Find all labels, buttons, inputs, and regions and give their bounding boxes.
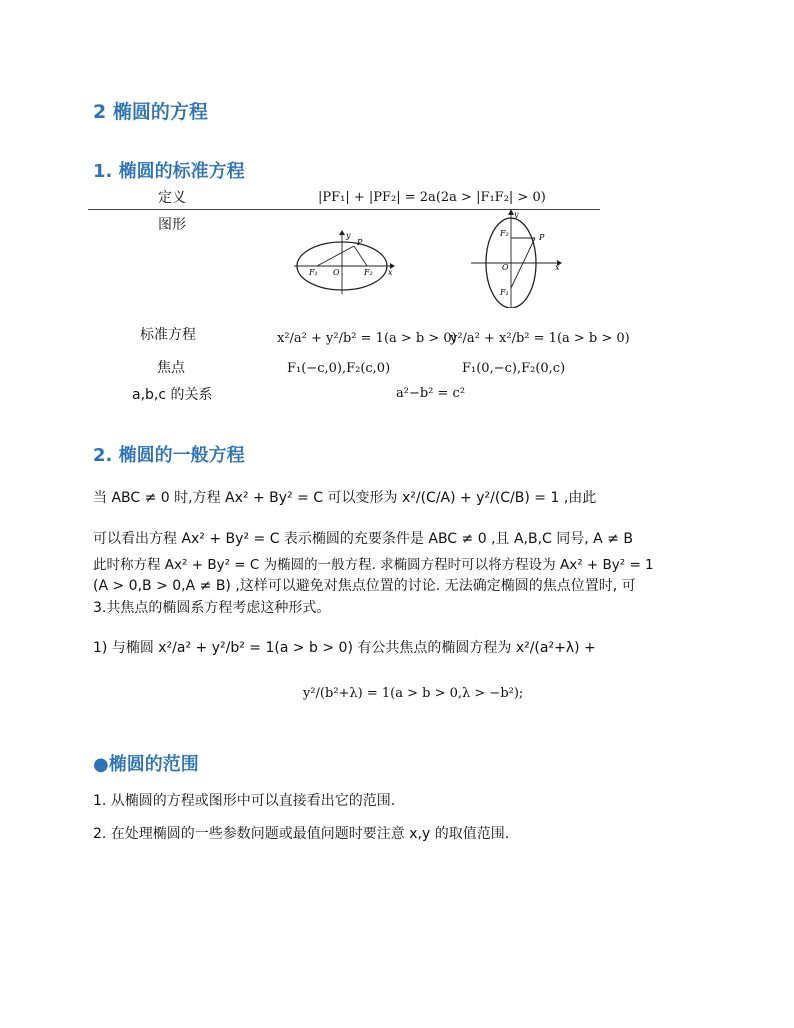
general-equation-line-3: 此时称方程 Ax² + By² = C 为椭圆的一般方程. 求椭圆方程时可以将方程设为 Ax² + By² = 1 (93, 557, 654, 573)
abc-relation-formula: a²−b² = c² (396, 386, 466, 401)
confocal-item-1-continued: y²/(b²+λ) = 1(a > b > 0,λ > −b²); (303, 686, 524, 701)
vertical-focus2-label: F₂ (500, 229, 509, 238)
confocal-item-1: 1) 与椭圆 x²/a² + y²/b² = 1(a > b > 0) 有公共焦点的椭圆方程为 x²/(a²+λ) + (93, 640, 596, 656)
standard-equation-vertical: y²/a² + x²/b² = 1(a > b > 0) (450, 331, 630, 346)
focus-horizontal: F₁(−c,0),F₂(c,0) (287, 361, 391, 376)
section-heading-range: ●椭圆的范围 (93, 754, 199, 775)
horizontal-ellipse-figure (290, 228, 400, 298)
general-equation-line-2: 可以看出方程 Ax² + By² = C 表示椭圆的充要条件是 ABC ≠ 0 ,且 A,B,C 同号, A ≠ B (93, 531, 633, 547)
range-paragraph-2: 2. 在处理椭圆的一些参数问题或最值问题时要注意 x,y 的取值范围. (93, 826, 510, 842)
vertical-ellipse-figure (465, 208, 565, 308)
horizontal-focus1-label: F₁ (309, 268, 318, 277)
definition-formula: |PF₁| + |PF₂| = 2a(2a > |F₁F₂| > 0) (318, 190, 546, 205)
horizontal-x-label: x (388, 268, 393, 277)
general-equation-line-4: (A > 0,B > 0,A ≠ B) ,这样可以避免对焦点位置的讨论. 无法确定椭圆的焦点位置时, 可 (93, 578, 636, 594)
general-equation-line-1: 当 ABC ≠ 0 时,方程 Ax² + By² = C 可以变形为 x²/(C/A) + y²/(C/B) = 1 ,由此 (93, 490, 597, 506)
horizontal-focus2-label: F₂ (364, 268, 373, 277)
table-label-figure: 图形 (158, 217, 186, 233)
table-label-relation: a,b,c 的关系 (132, 387, 213, 403)
horizontal-origin-label: O (333, 268, 340, 277)
table-label-focus: 焦点 (157, 360, 185, 376)
table-label-definition: 定义 (158, 190, 186, 206)
page-title: 2 椭圆的方程 (93, 101, 208, 123)
range-paragraph-1: 1. 从椭圆的方程或图形中可以直接看出它的范围. (93, 793, 396, 809)
vertical-x-label: x (555, 263, 560, 272)
table-label-standard-equation: 标准方程 (140, 327, 196, 343)
section-heading-general-equation: 2. 椭圆的一般方程 (93, 445, 245, 466)
vertical-origin-label: O (502, 263, 509, 272)
general-equation-line-5: 3.共焦点的椭圆系方程考虑这种形式。 (93, 600, 331, 616)
vertical-y-label: y (514, 210, 519, 219)
standard-equation-horizontal: x²/a² + y²/b² = 1(a > b > 0) (277, 331, 457, 346)
horizontal-point-p-label: P (357, 238, 363, 247)
section-heading-standard-equation: 1. 椭圆的标准方程 (93, 161, 245, 182)
vertical-focus1-label: F₁ (500, 288, 509, 297)
vertical-point-p-label: P (539, 233, 545, 242)
focus-vertical: F₁(0,−c),F₂(0,c) (462, 361, 566, 376)
horizontal-y-label: y (346, 231, 351, 240)
